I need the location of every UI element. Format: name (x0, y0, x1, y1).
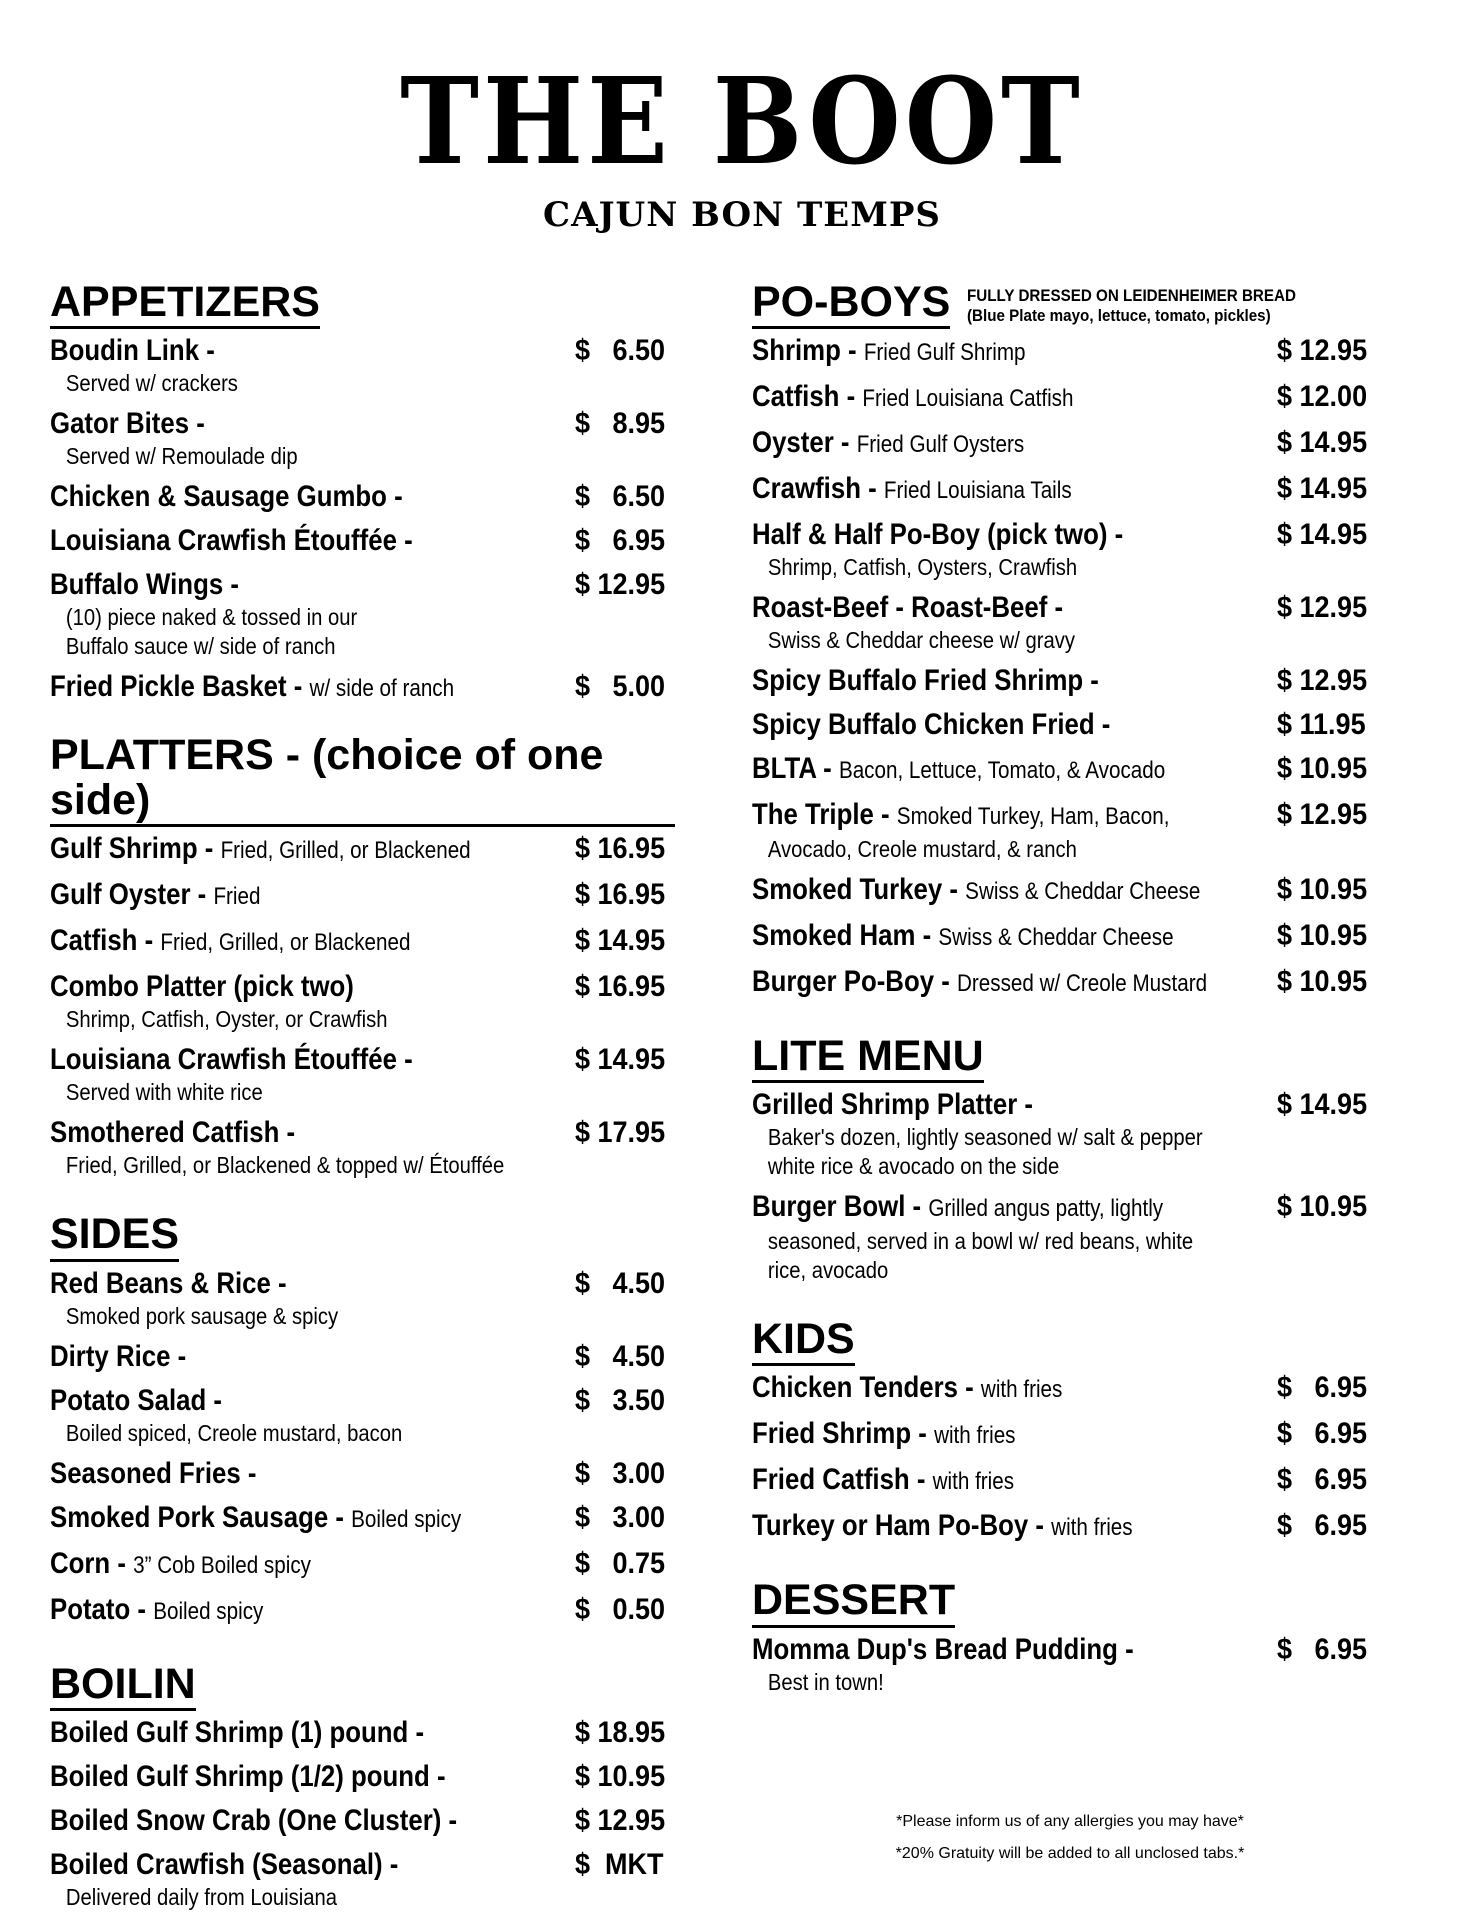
menu-item-row (752, 333, 1372, 371)
menu-item-inline-description: w/ side of ranch (309, 675, 455, 703)
menu-item-name (752, 797, 1285, 835)
menu-item-description: Delivered daily from Louisiana (65, 1883, 337, 1910)
menu-item (752, 1370, 1372, 1408)
menu-item (50, 831, 675, 869)
menu-item-inline-description: Boiled spicy (153, 1597, 264, 1625)
menu-item-title: Dirty Rice - (50, 1339, 187, 1373)
menu-item-title: Burger Bowl - (752, 1190, 922, 1224)
menu-item-row (50, 1592, 675, 1630)
menu-item-name (50, 1456, 588, 1492)
menu-item-title: Chicken Tenders - (752, 1371, 974, 1405)
menu-item-name (752, 471, 1285, 509)
menu-item-title: Louisiana Crawfish Étouffée - (50, 1043, 413, 1077)
menu-item-inline-description: Fried, Grilled, or Blackened (220, 837, 471, 865)
menu-item-inline-description: Fried, Grilled, or Blackened (160, 929, 411, 957)
menu-item-row (752, 379, 1372, 417)
menu-item-title: Gulf Shrimp - (50, 832, 214, 866)
menu-item (752, 425, 1372, 463)
menu-item-row (50, 1339, 675, 1375)
menu-item (752, 1462, 1372, 1500)
menu-item (752, 379, 1372, 417)
menu-item-price: $ 3.00 (575, 1456, 666, 1490)
menu-item-title: Seasoned Fries - (50, 1456, 257, 1490)
menu-item-name (50, 1847, 588, 1883)
section-title-text: PLATTERS - (50, 731, 312, 780)
menu-item-name (50, 523, 588, 559)
menu-item-name (752, 1632, 1285, 1668)
menu-item-description: Boiled spiced, Creole mustard, bacon (65, 1419, 403, 1446)
menu-item-title: The Triple - (752, 798, 890, 832)
menu-item-title: Smoked Ham - (752, 919, 932, 953)
section-note (967, 286, 1296, 326)
menu-item-title: Fried Catfish - (752, 1463, 926, 1497)
menu-item-row (752, 707, 1372, 743)
menu-item-price: $ 6.95 (1277, 1509, 1368, 1543)
menu-item-name (752, 590, 1285, 626)
menu-item-row (50, 1847, 675, 1883)
menu-item (50, 567, 675, 661)
menu-item (752, 1087, 1372, 1181)
menu-item-row (752, 425, 1372, 463)
menu-item-row (752, 797, 1372, 835)
menu-item-row (752, 1462, 1372, 1500)
menu-item-price: $ 10.95 (1277, 752, 1368, 786)
menu-item (752, 590, 1372, 655)
menu-item (752, 872, 1372, 910)
menu-item-description: Smoked pork sausage & spicy (65, 1302, 339, 1329)
menu-item-title: Boiled Gulf Shrimp (1/2) pound - (50, 1759, 446, 1793)
menu-item-name (50, 1339, 588, 1375)
menu-item-row (50, 831, 675, 869)
menu-item (50, 479, 675, 515)
menu-item-inline-description: Smoked Turkey, Ham, Bacon, (896, 803, 1170, 831)
menu-item-price: $ 6.95 (1277, 1632, 1368, 1666)
menu-item-row (752, 1087, 1372, 1123)
menu-item-price: $ 14.95 (575, 1043, 666, 1077)
menu-item-name (50, 831, 588, 869)
menu-item-price: $ 0.50 (575, 1592, 666, 1626)
menu-item-price: $ 14.95 (1277, 472, 1368, 506)
menu-item (50, 1803, 675, 1839)
menu-item (752, 1632, 1372, 1697)
menu-item-title: Oyster - (752, 426, 850, 460)
restaurant-logo-title: THE BOOT (400, 50, 1084, 191)
menu-item-title: Boiled Gulf Shrimp (1) pound - (50, 1715, 425, 1749)
menu-item-name (50, 1266, 588, 1302)
menu-item-title: Buffalo Wings - (50, 568, 239, 602)
menu-item-price: $ 11.95 (1277, 708, 1366, 742)
menu-item-title: Catfish - (752, 380, 856, 414)
menu-item-row (50, 567, 675, 603)
menu-item-title: Catfish - (50, 924, 154, 958)
menu-item-price: $ 6.95 (575, 524, 666, 558)
menu-item-title: Louisiana Crawfish Étouffée - (50, 524, 413, 558)
menu-item-price: $ 3.50 (575, 1383, 666, 1417)
menu-item-title: Fried Shrimp - (752, 1417, 927, 1451)
menu-item-name (752, 1462, 1285, 1500)
menu-item-price: $ 12.95 (575, 568, 666, 602)
menu-item-description: Shrimp, Catfish, Oyster, or Crawfish (65, 1006, 388, 1033)
menu-item-price: $ 17.95 (575, 1116, 666, 1150)
menu-item-title: Potato - (50, 1592, 147, 1626)
section-title-text: DESSERT (752, 1576, 956, 1625)
menu-item (50, 923, 675, 961)
menu-item-title: Burger Po-Boy - (752, 965, 950, 999)
menu-item-title: Spicy Buffalo Chicken Fried - (752, 708, 1111, 742)
menu-item (50, 1456, 675, 1492)
menu-item-title: Smothered Catfish - (50, 1116, 296, 1150)
section-boilin (50, 1659, 675, 1912)
section-title-text: SIDES (50, 1210, 180, 1259)
menu-item-inline-description: with fries (934, 1422, 1016, 1450)
menu-item-row (752, 471, 1372, 509)
menu-item-price: $ 12.00 (1277, 380, 1368, 414)
menu-item-price: $ 10.95 (1277, 965, 1368, 999)
menu-item-row (50, 969, 675, 1005)
menu-item (50, 669, 675, 707)
menu-item (50, 1847, 675, 1912)
menu-left-column (50, 280, 675, 1912)
section-title-text: KIDS (752, 1315, 855, 1364)
menu-item-price: $ 6.50 (575, 334, 666, 368)
menu-item-row (50, 669, 675, 707)
menu-item-price: $ 6.50 (575, 480, 666, 514)
menu-right-column (752, 280, 1372, 1697)
menu-item-row (752, 1632, 1372, 1668)
menu-item-row (50, 1803, 675, 1839)
menu-item-name (752, 918, 1285, 956)
menu-item (752, 964, 1372, 1002)
menu-item (50, 1383, 675, 1448)
menu-item-name (752, 872, 1285, 910)
menu-item-title: Chicken & Sausage Gumbo - (50, 480, 403, 514)
section-lite-menu (752, 1034, 1372, 1285)
menu-item-row (50, 877, 675, 915)
menu-item-name (752, 1370, 1285, 1408)
menu-item-row (752, 1189, 1372, 1227)
menu-item-title: Roast-Beef - Roast-Beef - (752, 591, 1064, 625)
menu-item-row (50, 1759, 675, 1795)
menu-item-title: Gulf Oyster - (50, 878, 207, 912)
section-platters (50, 733, 675, 1180)
menu-item (50, 1266, 675, 1331)
menu-item (752, 707, 1372, 743)
menu-item-description: white rice & avocado on the side (767, 1153, 1060, 1180)
menu-item-title: Shrimp - (752, 334, 857, 368)
menu-item-name (752, 663, 1285, 699)
menu-item-row (50, 1456, 675, 1492)
menu-item (50, 1115, 675, 1180)
menu-item-price: $ 12.95 (1277, 664, 1368, 698)
menu-item-price: $ 0.75 (575, 1546, 666, 1580)
menu-item-inline-description: Fried Louisiana Catfish (862, 385, 1074, 413)
menu-item (50, 523, 675, 559)
menu-item-price: $ MKT (575, 1847, 664, 1881)
menu-item-name (752, 425, 1285, 463)
menu-item-title: Boiled Snow Crab (One Cluster) - (50, 1803, 458, 1837)
menu-item-row (752, 663, 1372, 699)
menu-item-price: $ 16.95 (575, 970, 666, 1004)
menu-item-inline-description: Fried Louisiana Tails (883, 477, 1072, 505)
menu-item-price: $ 6.95 (1277, 1463, 1368, 1497)
menu-item-title: Grilled Shrimp Platter - (752, 1088, 1033, 1122)
menu-item-title: Smoked Pork Sausage - (50, 1500, 344, 1534)
menu-item-inline-description: with fries (1051, 1514, 1133, 1542)
menu-item-name (50, 1803, 588, 1839)
menu-item-description: Fried, Grilled, or Blackened & topped w/ Étouffée (65, 1152, 505, 1179)
section-title-text: PO-BOYS (752, 278, 951, 326)
section-title-text: BOILIN (50, 1659, 196, 1708)
menu-item-row (50, 1546, 675, 1584)
allergy-note: *Please inform us of any allergies you may have* (896, 1813, 1244, 1830)
menu-item-name (50, 1715, 588, 1751)
menu-item-row (752, 517, 1372, 553)
menu-item-name (50, 1383, 588, 1419)
section-title (752, 1317, 855, 1366)
section-title-suffix: (choice of one side) (50, 731, 604, 825)
menu-item-title: Crawfish - (752, 472, 877, 506)
menu-item (752, 517, 1372, 582)
menu-item (50, 1042, 675, 1107)
menu-item-title: Fried Pickle Basket - (50, 670, 303, 704)
menu-item-row (50, 1266, 675, 1302)
menu-item-name (50, 1500, 588, 1538)
section-title (50, 733, 675, 827)
menu-item-description: Served with white rice (65, 1079, 263, 1106)
menu-item (752, 1189, 1372, 1285)
menu-item-title: Smoked Turkey - (752, 873, 958, 907)
menu-item-name (50, 1115, 588, 1151)
menu-item-title: Potato Salad - (50, 1383, 223, 1417)
menu-item-inline-description: with fries (980, 1376, 1063, 1404)
menu-item (752, 797, 1372, 864)
menu-item (50, 1759, 675, 1795)
menu-item-title: Turkey or Ham Po-Boy - (752, 1509, 1044, 1543)
menu-item-price: $ 14.95 (1277, 1088, 1368, 1122)
menu-item-name (50, 877, 588, 915)
menu-item-inline-description: Boiled spicy (351, 1505, 462, 1533)
menu-item-row (50, 1042, 675, 1078)
menu-item-price: $ 14.95 (1277, 518, 1368, 552)
menu-item-title: Combo Platter (pick two) (50, 970, 354, 1004)
menu-item-description: Served w/ crackers (65, 370, 238, 397)
section-title-text: APPETIZERS (50, 278, 320, 326)
menu-item (752, 1508, 1372, 1546)
menu-item-description: Buffalo sauce w/ side of ranch (65, 633, 336, 660)
menu-item-description: Best in town! (767, 1668, 884, 1695)
menu-item-name (752, 964, 1285, 1002)
menu-item-inline-description: Grilled angus patty, lightly (928, 1195, 1164, 1223)
menu-item-name (752, 707, 1285, 743)
menu-item-inline-description: Swiss & Cheddar Cheese (938, 924, 1174, 952)
menu-item-name (50, 923, 588, 961)
menu-item-inline-description: Fried (213, 883, 261, 911)
menu-item-price: $ 6.95 (1277, 1417, 1368, 1451)
section-title (50, 1659, 196, 1711)
section-title (50, 1212, 179, 1261)
menu-item-inline-description: 3” Cob Boiled spicy (133, 1551, 311, 1579)
section-title (752, 1578, 955, 1627)
section-title-text: LITE MENU (752, 1032, 984, 1081)
menu-item-row (752, 918, 1372, 956)
menu-item-price: $ 12.95 (575, 1803, 666, 1837)
menu-item-price: $ 16.95 (575, 832, 666, 866)
restaurant-logo-subtitle: CAJUN BON TEMPS (543, 195, 941, 235)
menu-item-name (752, 333, 1285, 371)
menu-item-inline-description: Bacon, Lettuce, Tomato, & Avocado (838, 757, 1166, 785)
menu-item-price: $ 10.95 (575, 1759, 666, 1793)
menu-item-row (50, 333, 675, 369)
menu-item-name (50, 969, 588, 1005)
menu-item-row (752, 1508, 1372, 1546)
menu-item-description: Avocado, Creole mustard, & ranch (767, 836, 1077, 863)
menu-item-name (752, 1508, 1285, 1546)
menu-item-row (50, 1715, 675, 1751)
menu-item-name (50, 669, 588, 707)
menu-item-price: $ 3.00 (575, 1500, 666, 1534)
menu-item-title: Boiled Crawfish (Seasonal) - (50, 1847, 399, 1881)
menu-item-description: (10) piece naked & tossed in our (65, 604, 358, 631)
menu-item-inline-description: Dressed w/ Creole Mustard (956, 970, 1208, 998)
menu-item-price: $ 10.95 (1277, 873, 1368, 907)
menu-item-row (752, 1370, 1372, 1408)
menu-item (50, 1715, 675, 1751)
menu-item-description: Served w/ Remoulade dip (65, 443, 298, 470)
menu-item-row (752, 964, 1372, 1002)
menu-item-row (50, 523, 675, 559)
menu-item-name (752, 517, 1285, 553)
section-title (50, 280, 320, 329)
menu-item-title: Corn - (50, 1546, 126, 1580)
menu-item-price: $ 14.95 (575, 924, 666, 958)
menu-item-row (50, 1383, 675, 1419)
menu-item-name (752, 1416, 1285, 1454)
menu-item-price: $ 10.95 (1277, 1190, 1368, 1224)
menu-item (50, 1546, 675, 1584)
section-appetizers (50, 280, 675, 707)
menu-item (752, 333, 1372, 371)
menu-item-price: $ 8.95 (575, 407, 666, 441)
section-note-line: FULLY DRESSED ON LEIDENHEIMER BREAD (967, 287, 1296, 305)
menu-item-row (50, 1115, 675, 1151)
menu-item-price: $ 14.95 (1277, 426, 1368, 460)
menu-item-name (50, 1759, 588, 1795)
menu-item-row (50, 479, 675, 515)
section-poboys (752, 280, 1372, 1002)
menu-item (752, 918, 1372, 956)
menu-item-name (50, 567, 588, 603)
menu-item-row (752, 590, 1372, 626)
menu-item (50, 333, 675, 398)
menu-item-title: Boudin Link - (50, 334, 215, 368)
menu-item-name (752, 379, 1285, 417)
section-kids (752, 1317, 1372, 1546)
menu-item-description: Shrimp, Catfish, Oysters, Crawfish (767, 554, 1078, 581)
gratuity-note: *20% Gratuity will be added to all unclosed tabs.* (895, 1845, 1245, 1862)
menu-item-name (50, 1042, 588, 1078)
section-title (752, 280, 950, 329)
menu-item-title: Gator Bites - (50, 407, 205, 441)
menu-item-inline-description: Fried Gulf Shrimp (863, 339, 1026, 367)
menu-item-row (752, 872, 1372, 910)
menu-item-description: Swiss & Cheddar cheese w/ gravy (767, 627, 1075, 654)
menu-item (50, 1339, 675, 1375)
menu-item-title: Red Beans & Rice - (50, 1266, 287, 1300)
section-dessert (752, 1578, 1372, 1696)
menu-item-name (50, 1592, 588, 1630)
menu-item (752, 471, 1372, 509)
section-title (752, 1034, 984, 1083)
menu-item (752, 751, 1372, 789)
menu-item-price: $ 4.50 (575, 1339, 666, 1373)
menu-item-price: $ 12.95 (1277, 591, 1368, 625)
menu-item-title: Momma Dup's Bread Pudding - (752, 1632, 1134, 1666)
menu-item-row (752, 1416, 1372, 1454)
menu-item-price: $ 12.95 (1277, 334, 1368, 368)
menu-item-inline-description: Swiss & Cheddar Cheese (965, 878, 1201, 906)
menu-item-name (50, 333, 588, 369)
menu-item-title: Spicy Buffalo Fried Shrimp - (752, 664, 1099, 698)
menu-item-name (752, 1087, 1285, 1123)
menu-item (50, 1500, 675, 1538)
menu-item-name (50, 406, 588, 442)
menu-item-price: $ 10.95 (1277, 919, 1368, 953)
menu-item-price: $ 16.95 (575, 878, 666, 912)
menu-item-row (752, 751, 1372, 789)
menu-item (50, 877, 675, 915)
menu-item (752, 1416, 1372, 1454)
menu-item-name (50, 1546, 588, 1584)
menu-item-price: $ 12.95 (1277, 798, 1368, 832)
menu-item-row (50, 923, 675, 961)
menu-item (50, 969, 675, 1034)
section-sides (50, 1212, 675, 1629)
menu-item (50, 406, 675, 471)
menu-item-name (752, 1189, 1285, 1227)
menu-item-price: $ 6.95 (1277, 1371, 1368, 1405)
menu-item-description: rice, avocado (767, 1257, 889, 1284)
menu-item (50, 1592, 675, 1630)
section-note-line: (Blue Plate mayo, lettuce, tomato, pickles) (967, 307, 1271, 325)
menu-item-title: BLTA - (752, 752, 832, 786)
menu-item-inline-description: Fried Gulf Oysters (856, 431, 1025, 459)
menu-item-description: Baker's dozen, lightly seasoned w/ salt & pepper (767, 1124, 1203, 1151)
menu-item-row (50, 406, 675, 442)
menu-item-description: seasoned, served in a bowl w/ red beans, white (767, 1228, 1194, 1255)
menu-item-name (752, 751, 1285, 789)
menu-item-price: $ 5.00 (575, 670, 666, 704)
menu-item-price: $ 4.50 (575, 1266, 666, 1300)
menu-item-title: Half & Half Po-Boy (pick two) - (752, 518, 1124, 552)
menu-item-price: $ 18.95 (575, 1715, 666, 1749)
menu-item (752, 663, 1372, 699)
menu-item-name (50, 479, 588, 515)
menu-item-row (50, 1500, 675, 1538)
menu-item-inline-description: with fries (932, 1468, 1015, 1496)
